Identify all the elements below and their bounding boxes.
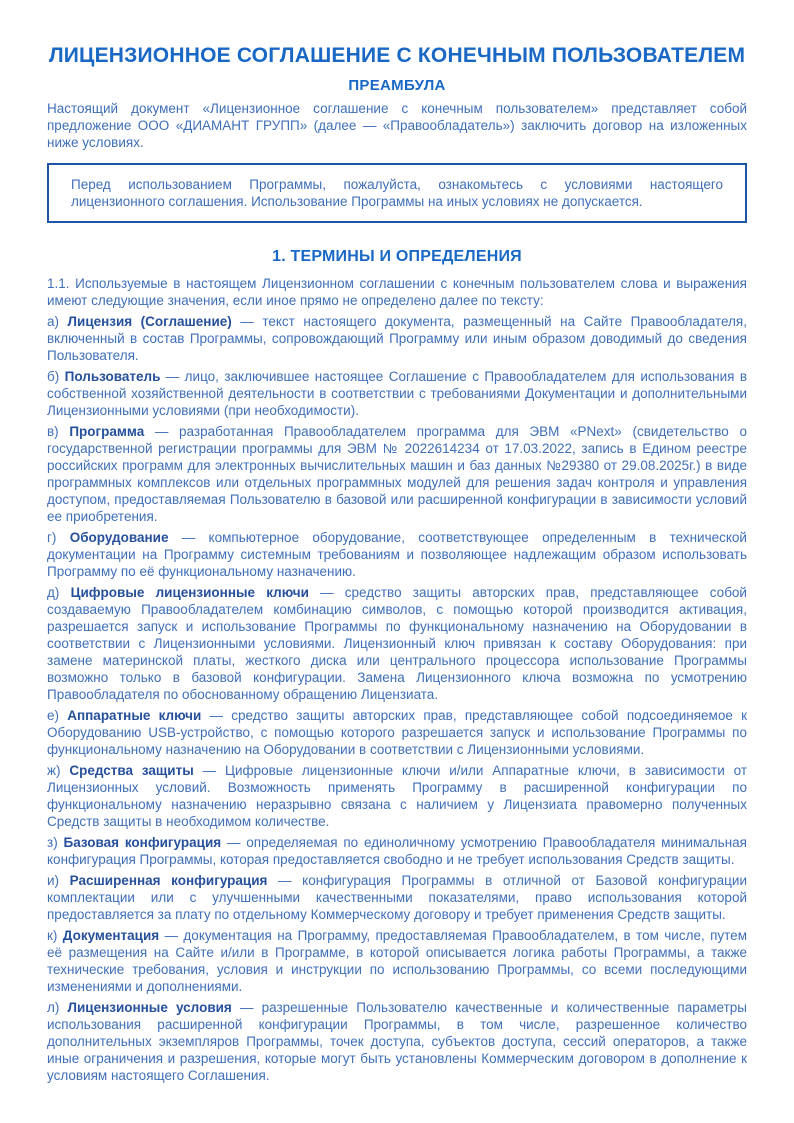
definition-letter: в) [47, 424, 59, 440]
definition-text: — разрешенные Пользователю качественные и количественные параметры использования расширенной конфигурации Программы, в том числе, разрешенное количество дополнительных экземпляров Программы, точек доступа, субъектов доступа, сессий операторов, а также иные ограничения и разрешения, которые могут быть установлены Коммерческим договором в дополнение к условиям настоящего Соглашения. [47, 1000, 747, 1084]
definition-letter: д) [47, 585, 60, 601]
definition-item [47, 423, 747, 525]
definition-item [47, 584, 747, 703]
preamble-heading: ПРЕАМБУЛА [348, 77, 446, 95]
definition-letter: г) [47, 530, 57, 546]
terms-section-heading: 1. ТЕРМИНЫ И ОПРЕДЕЛЕНИЯ [272, 248, 522, 266]
definition-term: Базовая конфигурация [63, 835, 222, 851]
definition-term: Пользователь [64, 369, 161, 385]
definition-text: — Цифровые лицензионные ключи и/или Аппаратные ключи, в зависимости от Лицензионных условий. Возможность применять Программу в расширенной конфигурации по функциональному назначению неразрывно связана с наличием у Лицензиата правомерно полученных Средств защиты в необходимом количестве. [47, 763, 748, 830]
document-title: ЛИЦЕНЗИОННОЕ СОГЛАШЕНИЕ С КОНЕЧНЫМ ПОЛЬЗОВАТЕЛЕМ [48, 44, 746, 67]
definition-text: — лицо, заключившее настоящее Соглашение с Правообладателем для использования в собственной хозяйственной деятельности в соответствии с требованиями Документации и дополнительными Лицензионными условиями (при необходимости). [47, 369, 747, 419]
notice-text: Перед использованием Программы, пожалуйста, ознакомьтесь с условиями настоящего лицензионного соглашения. Использование Программы на иных условиях не допускается. [71, 177, 723, 210]
definition-text: — средство защиты авторских прав, представляющее собой подсоединяемое к Оборудованию USB-устройство, с помощью которого разрешается запуск и использование Программы по функциональному назначению на Оборудовании в соответствии с Лицензионными условиями. [47, 708, 747, 758]
definition-term: Расширенная конфигурация [69, 873, 268, 889]
definition-term: Лицензионные условия [67, 1000, 232, 1016]
definition-term: Программа [69, 424, 145, 440]
definition-item [47, 927, 747, 995]
definition-text: — документация на Программу, предоставляемая Правообладателем, в том числе, путем её размещения на Сайте и/или в Программе, в которой описывается логика работы Программы, а также технические требования, условия и инструкции по использованию Программы, со всеми последующими изменениями и дополнениями. [47, 928, 747, 995]
definitions-list [47, 313, 747, 1084]
definition-letter: л) [47, 1000, 60, 1016]
definition-term: Цифровые лицензионные ключи [70, 585, 309, 601]
definition-letter: а) [47, 314, 60, 330]
definition-letter: и) [47, 873, 60, 889]
definition-item [47, 999, 747, 1084]
definition-text: — конфигурация Программы в отличной от Базовой конфигурации комплектации или с улучшенными качественными показателями, право использования которой предоставляется за плату по отдельному Коммерческому договору и требует применения Средств защиты. [47, 873, 747, 923]
definition-letter: к) [47, 928, 58, 944]
definition-letter: ж) [47, 763, 61, 779]
definition-item [47, 707, 747, 758]
definition-item [47, 313, 747, 364]
terms-section-intro: 1.1. Используемые в настоящем Лицензионном соглашении с конечным пользователем слова и выражения имеют следующие значения, если иное прямо не определено далее по тексту: [47, 276, 747, 309]
definition-item [47, 529, 747, 580]
definition-text: — компьютерное оборудование, соответствующее определенным в технической документации на Программу системным требованиям и позволяющее надлежащим образом использовать Программу по её функциональному назначению. [47, 530, 747, 580]
definition-letter: з) [47, 835, 58, 851]
preamble-paragraph: Настоящий документ «Лицензионное соглашение с конечным пользователем» представляет собой предложение ООО «ДИАМАНТ ГРУПП» (далее — «Правообладатель») заключить договор на изложенных ниже условиях. [47, 101, 747, 151]
definition-text: — текст настоящего документа, размещенный на Сайте Правообладателя, включенный в состав Программы, сопровождающий Программу или иным образом доводимый до сведения Пользователя. [47, 314, 747, 364]
definition-letter: б) [47, 369, 60, 385]
definition-text: — средство защиты авторских прав, представляющее собой создаваемую Правообладателем комбинацию символов, с помощью которой производится активация, разрешается запуск и использование Программы по функциональному назначению на Оборудовании в соответствии с Лицензионными условиями. Лицензионный ключ привязан к составу Оборудования: при замене материнской платы, жесткого диска или центрального процессора использование Программы возможно только в базовой конфигурации. Замена Лицензионного ключа возможна по усмотрению Правообладателя по обоснованному обращению Лицензиата. [47, 585, 747, 703]
definition-term: Документация [62, 928, 160, 944]
definition-term: Лицензия (Соглашение) [67, 314, 232, 330]
definition-text: — разработанная Правообладателем программа для ЭВМ «PNext» (свидетельство о государственной регистрации программы для ЭВМ № 2022614234 от 17.03.2022, запись в Едином реестре российских программ для электронных вычислительных машин и баз данных №29380 от 29.08.2025г.) в виде программных комплексов или отдельных программных модулей для решения задач контроля и управления доступом, предоставляемая Пользователю в базовой или расширенной конфигурации в зависимости условий ее приобретения. [47, 424, 747, 525]
definition-letter: е) [47, 708, 60, 724]
definition-item [47, 872, 747, 923]
definition-term: Оборудование [69, 530, 169, 546]
definition-item [47, 762, 747, 830]
definition-text: — определяемая по единоличному усмотрению Правообладателя минимальная конфигурация Программы, которая предоставляется свободно и не требует использования Средств защиты. [47, 835, 747, 868]
definition-item [47, 834, 747, 868]
notice-box [47, 163, 747, 223]
definition-item [47, 368, 747, 419]
definition-term: Средства защиты [69, 763, 194, 779]
definition-term: Аппаратные ключи [67, 708, 202, 724]
